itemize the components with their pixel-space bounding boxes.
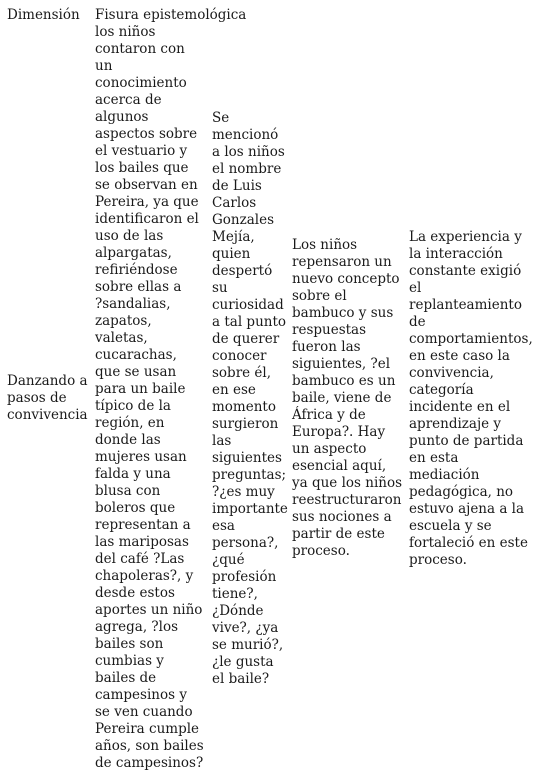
text-line: bailes son: [95, 636, 164, 652]
text-line: de campesinos?: [95, 755, 204, 771]
text-line: Pereira cumple: [95, 721, 200, 737]
text-line: los niños: [95, 24, 156, 40]
text-line: Danzando a: [7, 373, 88, 389]
text-line: típico de la: [95, 398, 171, 414]
text-line: uso de las: [95, 228, 164, 244]
text-line: donde las: [95, 432, 161, 448]
text-line: fueron las: [292, 339, 361, 355]
text-line: un aspecto: [292, 441, 367, 457]
text-line: siguientes, ?el: [292, 356, 391, 372]
text-line: ¿le gusta: [212, 654, 274, 670]
text-line: siguientes: [212, 450, 282, 466]
text-line: se murió?,: [212, 637, 284, 653]
text-line: ya que los niños: [292, 475, 403, 491]
header-dimension: [7, 7, 80, 24]
text-line: su: [212, 280, 228, 296]
text-line: profesión: [212, 569, 277, 585]
text-line: repensaron un: [292, 254, 392, 270]
text-line: tiene?,: [212, 586, 258, 602]
text-line: vive?, ¿ya: [212, 620, 279, 636]
text-line: alpargatas,: [95, 245, 172, 261]
text-line: representan a: [95, 517, 191, 533]
text-line: aprendizaje y: [409, 416, 502, 432]
text-line: Se: [212, 110, 230, 126]
text-line: conocer: [212, 348, 267, 364]
text-line: Carlos: [212, 195, 257, 211]
text-line: constante exigió: [409, 263, 522, 279]
text-line: años, son bailes: [95, 738, 204, 754]
text-line: proceso.: [409, 552, 467, 568]
text-line: chapoleras?, y: [95, 568, 194, 584]
text-line: sobre el: [292, 288, 347, 304]
text-line: contaron con: [95, 41, 185, 57]
text-line: que se usan: [95, 364, 177, 380]
text-line: surgieron: [212, 416, 279, 432]
text-line: se ven cuando: [95, 704, 193, 720]
text-line: el nombre: [212, 161, 282, 177]
text-line: despertó: [212, 263, 273, 279]
text-line: La experiencia y: [409, 229, 522, 245]
text-line: en este caso la: [409, 348, 510, 364]
text-line: mediación: [409, 467, 480, 483]
text-line: proceso.: [292, 543, 350, 559]
text-line: aspectos sobre: [95, 126, 198, 142]
text-line: campesinos y: [95, 687, 187, 703]
text-line: pasos de: [7, 390, 67, 406]
text-line: Mejía,: [212, 229, 255, 245]
text-line: blusa con: [95, 483, 161, 499]
text-line: boleros que: [95, 500, 176, 516]
text-line: ¿Dónde: [212, 603, 264, 619]
text-line: mencionó: [212, 127, 279, 143]
cell-convivencia-experience: [409, 229, 533, 569]
text-line: bailes de: [95, 670, 157, 686]
text-line: en esta: [409, 450, 459, 466]
text-line: esencial aquí,: [292, 458, 387, 474]
text-line: región, en: [95, 415, 165, 431]
text-line: partir de este: [292, 526, 385, 542]
text-line: ?¿es muy: [212, 484, 275, 500]
text-line: de: [409, 314, 426, 330]
text-line: a tal punto: [212, 314, 287, 330]
text-line: respuestas: [292, 322, 367, 338]
text-line: valetas,: [95, 330, 148, 346]
header-fisura-text: Fisura epistemológica: [95, 7, 247, 23]
text-line: baile, viene de: [292, 390, 392, 406]
cell-dimension: [7, 373, 88, 424]
text-line: Europa?. Hay: [292, 424, 386, 440]
text-line: aportes un niño: [95, 602, 203, 618]
text-line: las: [212, 433, 232, 449]
text-line: sobre ellas a: [95, 279, 182, 295]
text-line: ?sandalias,: [95, 296, 171, 312]
text-line: acerca de: [95, 92, 162, 108]
text-line: del café ?Las: [95, 551, 185, 567]
text-line: curiosidad: [212, 297, 284, 313]
text-line: sus nociones a: [292, 509, 392, 525]
text-line: comportamientos,: [409, 331, 533, 347]
text-line: convivencia,: [409, 365, 494, 381]
text-line: se observan en: [95, 177, 198, 193]
text-line: replanteamiento: [409, 297, 522, 313]
text-line: falda y una: [95, 466, 171, 482]
text-line: identificaron el: [95, 211, 199, 227]
text-line: incidente en el: [409, 399, 511, 415]
cell-bambuco-concept: [292, 237, 402, 560]
text-line: el baile?: [212, 671, 270, 687]
cell-luis-carlos-gonzales: [212, 110, 288, 688]
text-line: de Luis: [212, 178, 262, 194]
header-fisura-epistemologica: [95, 7, 246, 24]
text-line: agrega, ?los: [95, 619, 179, 635]
header-dimension-text: Dimensión: [7, 7, 80, 23]
text-line: para un baile: [95, 381, 186, 397]
text-line: cumbias y: [95, 653, 164, 669]
text-line: quien: [212, 246, 251, 262]
text-line: en ese: [212, 382, 256, 398]
text-line: un: [95, 58, 113, 74]
cell-fisura-description: [95, 24, 204, 772]
text-line: fortaleció en este: [409, 535, 528, 551]
text-line: ¿qué: [212, 552, 245, 568]
text-line: reestructuraron: [292, 492, 402, 508]
text-line: cucarachas,: [95, 347, 177, 363]
text-line: a los niños: [212, 144, 285, 160]
text-line: bambuco es un: [292, 373, 396, 389]
text-line: el vestuario y: [95, 143, 188, 159]
text-line: de querer: [212, 331, 280, 347]
text-line: esa: [212, 518, 235, 534]
text-line: estuvo ajena a la: [409, 501, 525, 517]
text-line: la interacción: [409, 246, 503, 262]
text-line: algunos: [95, 109, 149, 125]
text-line: desde estos: [95, 585, 175, 601]
text-line: momento: [212, 399, 276, 415]
text-line: el: [409, 280, 422, 296]
text-line: importante: [212, 501, 288, 517]
text-line: Gonzales: [212, 212, 275, 228]
text-line: convivencia: [7, 407, 88, 423]
text-line: pedagógica, no: [409, 484, 514, 500]
text-line: refiriéndose: [95, 262, 178, 278]
text-line: preguntas;: [212, 467, 287, 483]
text-line: punto de partida: [409, 433, 524, 449]
text-line: los bailes que: [95, 160, 189, 176]
text-line: Los niños: [292, 237, 358, 253]
text-line: categoría: [409, 382, 474, 398]
text-line: África y de: [292, 407, 366, 423]
text-line: bambuco y sus: [292, 305, 394, 321]
text-line: nuevo concepto: [292, 271, 400, 287]
text-line: persona?,: [212, 535, 279, 551]
text-line: escuela y se: [409, 518, 492, 534]
text-line: las mariposas: [95, 534, 189, 550]
text-line: sobre él,: [212, 365, 272, 381]
text-line: Pereira, ya que: [95, 194, 199, 210]
text-line: zapatos,: [95, 313, 152, 329]
text-line: conocimiento: [95, 75, 187, 91]
text-line: mujeres usan: [95, 449, 187, 465]
